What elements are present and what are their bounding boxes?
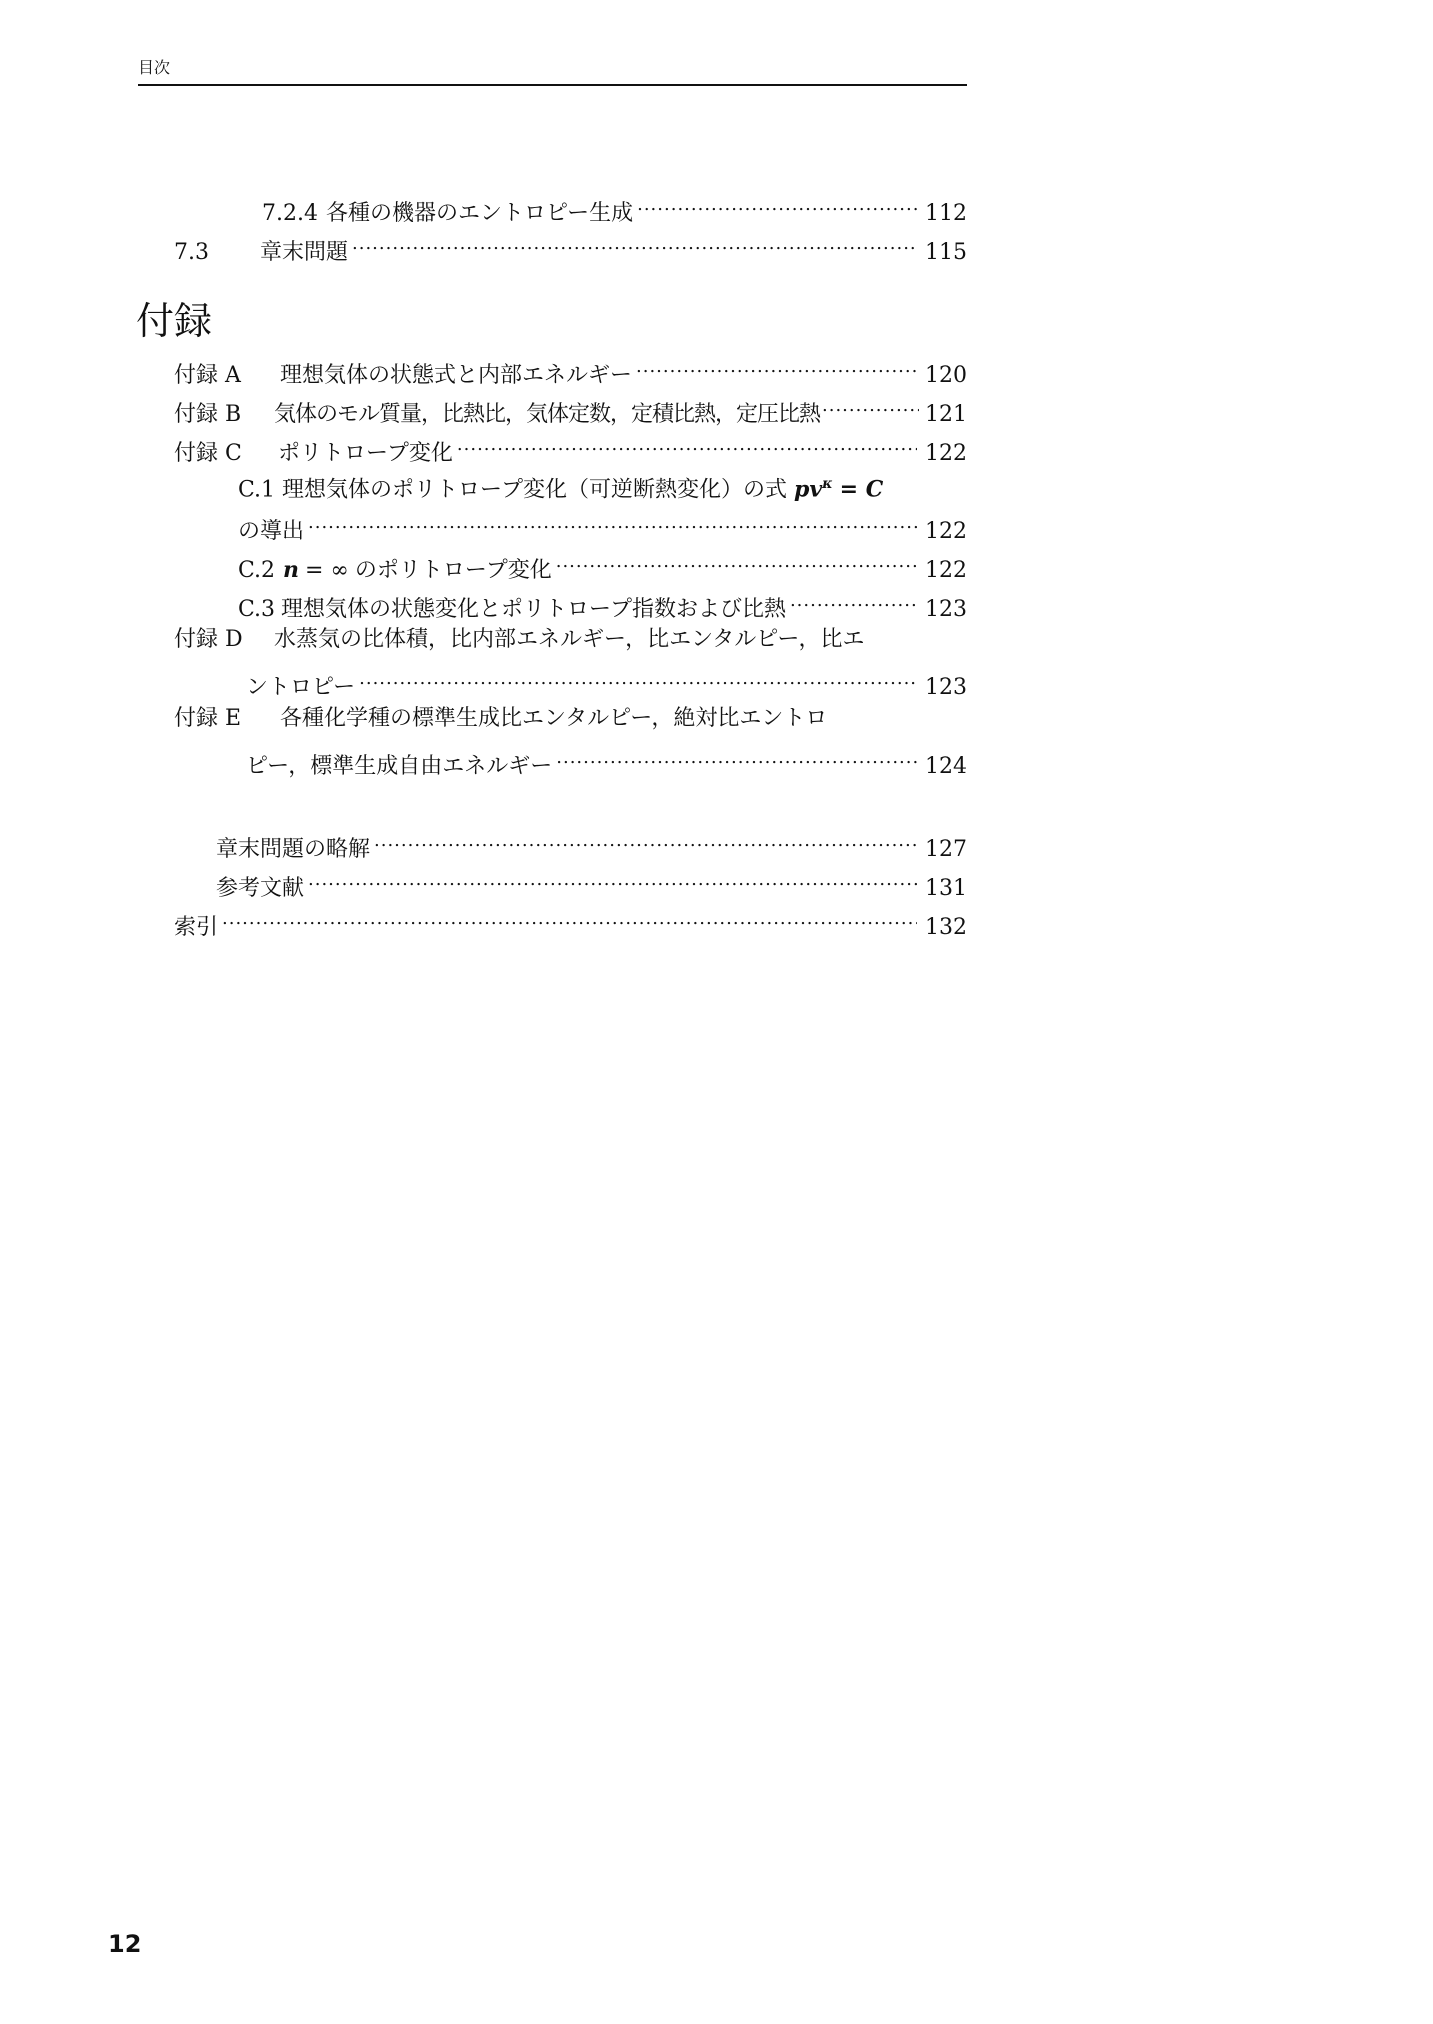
toc-entry-index[interactable]	[174, 904, 967, 940]
dot-leader	[556, 547, 917, 577]
dot-leader	[822, 391, 919, 421]
entry-title: 参考文献	[216, 876, 305, 901]
entry-page: 132	[925, 915, 967, 940]
entry-number: C.1	[238, 477, 276, 503]
entry-number: C.2	[238, 558, 276, 583]
entry-number: 付録 C	[174, 441, 242, 466]
entry-page: 115	[925, 240, 967, 265]
entry-page: 124	[925, 754, 967, 779]
entry-page: 112	[925, 201, 967, 226]
entry-page: 122	[925, 441, 967, 466]
entry-page: 131	[925, 876, 967, 901]
toc-entry-appendix-d-line2[interactable]	[246, 664, 967, 700]
dot-leader	[222, 904, 917, 934]
toc-entry-appendix-c[interactable]	[174, 430, 967, 466]
entry-page: 127	[925, 837, 967, 862]
dot-leader	[637, 190, 917, 220]
toc-entry-appendix-d-line1[interactable]	[174, 625, 864, 655]
dot-leader	[352, 229, 917, 259]
page-number: 12	[108, 1930, 142, 1958]
entry-title: 章末問題の略解	[216, 837, 371, 862]
entry-title: 索引	[174, 915, 219, 940]
entry-title: 各種化学種の標準生成比エンタルピー，絶対比エントロ	[280, 706, 828, 731]
dot-leader	[556, 743, 917, 773]
dot-leader	[636, 352, 917, 382]
toc-entry-c1-line1[interactable]	[238, 469, 883, 505]
toc-entry-7-3[interactable]	[174, 229, 967, 265]
entry-title-continued: ントロピー	[246, 675, 356, 700]
toc-entry-c2[interactable]	[238, 547, 967, 583]
entry-title: 理想気体の状態式と内部エネルギー	[280, 363, 633, 388]
entry-title: のポリトロープ変化	[354, 558, 552, 583]
entry-number: 付録 E	[174, 706, 242, 731]
appendix-heading: 付録	[136, 299, 213, 343]
entry-page: 123	[925, 597, 967, 622]
entry-title: 理想気体のポリトロープ変化（可逆断熱変化）の式	[282, 477, 787, 503]
entry-title-continued: ピー，標準生成自由エネルギー	[246, 754, 553, 779]
entry-number: 付録 D	[174, 627, 243, 652]
entry-title: 気体のモル質量，比熱比，気体定数，定積比熱，定圧比熱	[274, 402, 821, 427]
entry-page: 120	[925, 363, 967, 388]
entry-page: 122	[925, 558, 967, 583]
formula-rhs: = C	[839, 476, 884, 503]
toc-entry-7-2-4[interactable]	[262, 190, 967, 226]
entry-page: 123	[925, 675, 967, 700]
entry-number: 7.2.4	[262, 201, 318, 226]
toc-entry-appendix-e-line2[interactable]	[246, 743, 967, 779]
toc-entry-c1-line2[interactable]	[238, 508, 967, 544]
entry-title: 章末問題	[260, 240, 349, 265]
dot-leader	[308, 508, 917, 538]
entry-number: 付録 B	[174, 402, 242, 427]
entry-number: 7.3	[174, 240, 209, 265]
dot-leader	[359, 664, 917, 694]
formula-kappa: κ	[822, 476, 833, 492]
toc-entry-references[interactable]	[216, 865, 967, 901]
toc-entry-appendix-e-line1[interactable]	[174, 704, 827, 734]
entry-number: C.3	[238, 597, 276, 622]
dot-leader	[374, 826, 917, 856]
entry-title: 各種の機器のエントロピー生成	[325, 201, 634, 226]
toc-entry-appendix-b[interactable]	[174, 391, 967, 427]
toc-entry-c3[interactable]	[238, 586, 967, 622]
entry-title: 理想気体の状態変化とポリトロープ指数および比熱	[281, 597, 786, 622]
dot-leader	[457, 430, 917, 460]
running-head-text: 目次	[138, 58, 171, 77]
toc-entry-answers[interactable]	[216, 826, 967, 862]
formula-infinity: = ∞	[305, 558, 349, 583]
dot-leader	[308, 865, 917, 895]
entry-title: ポリトロープ変化	[278, 441, 453, 466]
entry-title-continued: の導出	[238, 519, 305, 544]
formula-pv: pv	[793, 476, 823, 503]
entry-title: 水蒸気の比体積，比内部エネルギー，比エンタルピー，比エ	[274, 627, 865, 652]
formula-n: n	[283, 557, 300, 583]
entry-page: 121	[925, 402, 967, 427]
entry-number: 付録 A	[174, 363, 241, 388]
entry-page: 122	[925, 519, 967, 544]
dot-leader	[790, 586, 917, 616]
toc-entry-appendix-a[interactable]	[174, 352, 967, 388]
